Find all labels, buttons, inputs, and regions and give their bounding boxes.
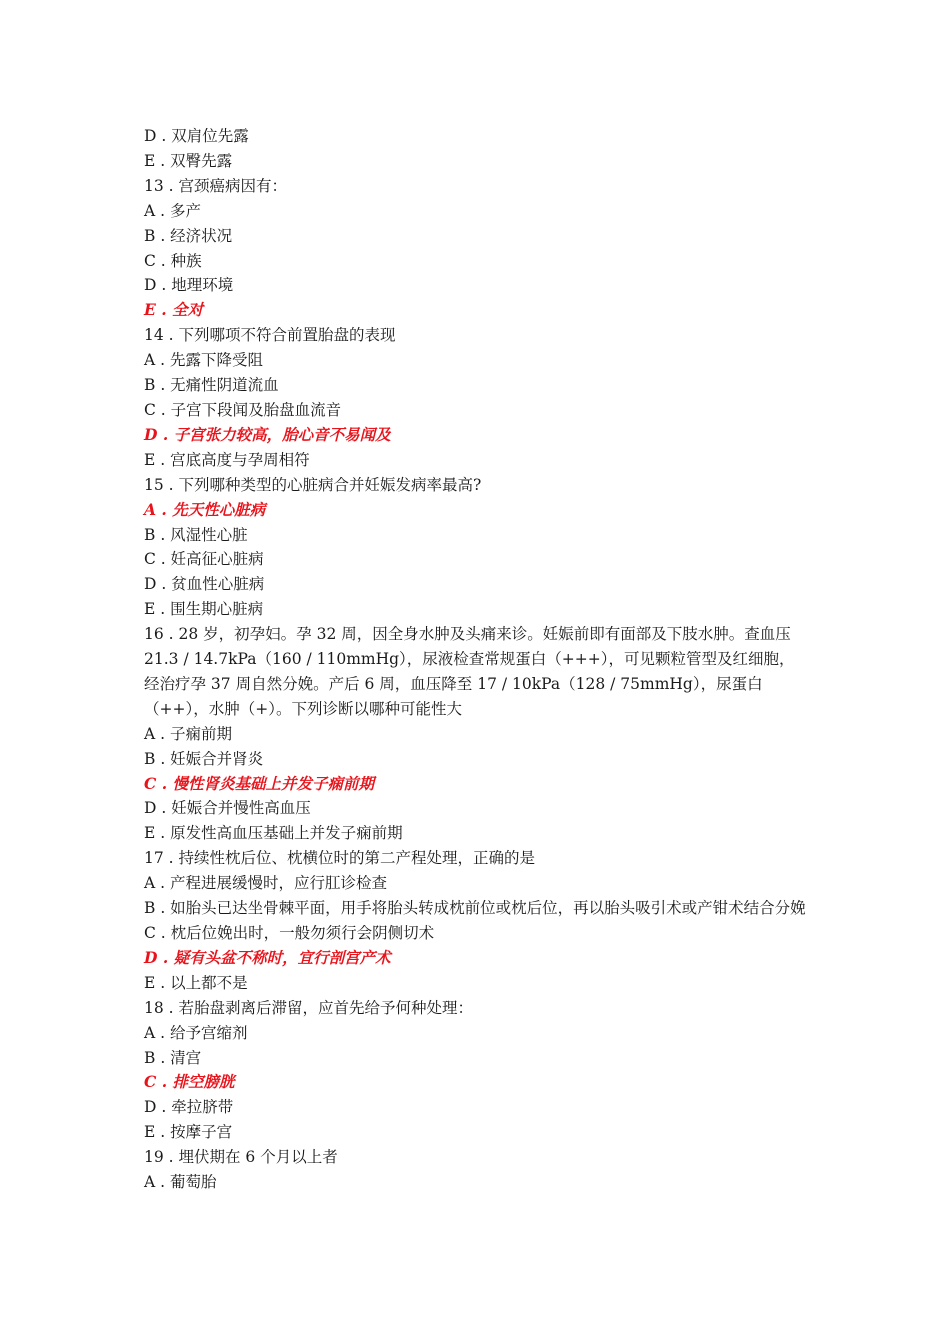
question-stem: 18 . 若胎盘剥离后滞留，应首先给予何种处理：: [144, 998, 474, 1017]
option-line: C . 子宫下段闻及胎盘血流音: [144, 400, 342, 419]
option-line: A . 子痫前期: [144, 724, 232, 743]
option-line: C . 种族: [144, 251, 202, 270]
question-list: [144, 124, 809, 1195]
option-line: D . 牵拉脐带: [144, 1098, 234, 1117]
option-line: A . 葡萄胎: [144, 1173, 217, 1192]
option-line: E . 双臀先露: [144, 151, 233, 170]
option-line: A . 给予宫缩剂: [144, 1023, 248, 1042]
question-stem: 16 . 28 岁，初孕妇。孕 32 周，因全身水肿及头痛来诊。妊娠前即有面部及下肢水肿。查血压 21.3 / 14.7kPa（160 / 110mmHg），尿液检查常规蛋白（+++），可见颗粒管型及红细胞，经治疗孕 37 周自然分娩。产后 6 周，血压降至 17 / 10kPa（128 / 75mmHg），尿蛋白（++），水肿（+）。下列诊断以哪种可能性大: [144, 625, 795, 718]
option-line: E . 按摩子宫: [144, 1123, 233, 1142]
option-line: D . 贫血性心脏病: [144, 575, 265, 594]
option-line: D . 地理环境: [144, 276, 234, 295]
question-stem: 19 . 埋伏期在 6 个月以上者: [144, 1148, 338, 1167]
option-line: C . 枕后位娩出时，一般勿须行会阴侧切术: [144, 924, 435, 942]
correct-answer: C . 排空膀胱: [144, 1072, 235, 1092]
option-line: B . 风湿性心脏: [144, 525, 248, 544]
correct-answer: E . 全对: [144, 300, 204, 320]
correct-answer: C . 慢性肾炎基础上并发子痫前期: [144, 773, 375, 793]
option-line: E . 宫底高度与孕周相符: [144, 450, 310, 469]
option-line: C . 妊高征心脏病: [144, 550, 264, 569]
option-line: D . 双肩位先露: [144, 127, 249, 145]
option-line: B . 清宫: [144, 1048, 202, 1067]
option-line: B . 如胎头已达坐骨棘平面，用手将胎头转成枕前位或枕后位，再以胎头吸引术或产钳术结合分娩: [144, 899, 806, 918]
option-line: E . 围生期心脏病: [144, 600, 264, 619]
option-line: A . 先露下降受阻: [144, 351, 263, 370]
option-line: E . 原发性高血压基础上并发子痫前期: [144, 824, 403, 843]
option-line: A . 多产: [144, 201, 201, 220]
option-line: B . 妊娠合并肾炎: [144, 749, 264, 768]
option-line: B . 经济状况: [144, 226, 233, 245]
question-stem: 15 . 下列哪种类型的心脏病合并妊娠发病率最高?: [144, 475, 482, 494]
correct-answer: D . 疑有头盆不称时，宜行剖宫产术: [144, 947, 391, 967]
question-stem: 17 . 持续性枕后位、枕横位时的第二产程处理，正确的是: [144, 849, 536, 868]
option-line: D . 妊娠合并慢性高血压: [144, 799, 311, 818]
option-line: E . 以上都不是: [144, 973, 248, 992]
question-stem: 13 . 宫颈癌病因有：: [144, 176, 288, 195]
correct-answer: D . 子宫张力较高，胎心音不易闻及: [144, 424, 391, 444]
correct-answer: A . 先天性心脏病: [144, 499, 266, 519]
question-stem: 14 . 下列哪项不符合前置胎盘的表现: [144, 326, 396, 345]
option-line: B . 无痛性阴道流血: [144, 376, 279, 395]
option-line: A . 产程进展缓慢时，应行肛诊检查: [144, 874, 387, 893]
